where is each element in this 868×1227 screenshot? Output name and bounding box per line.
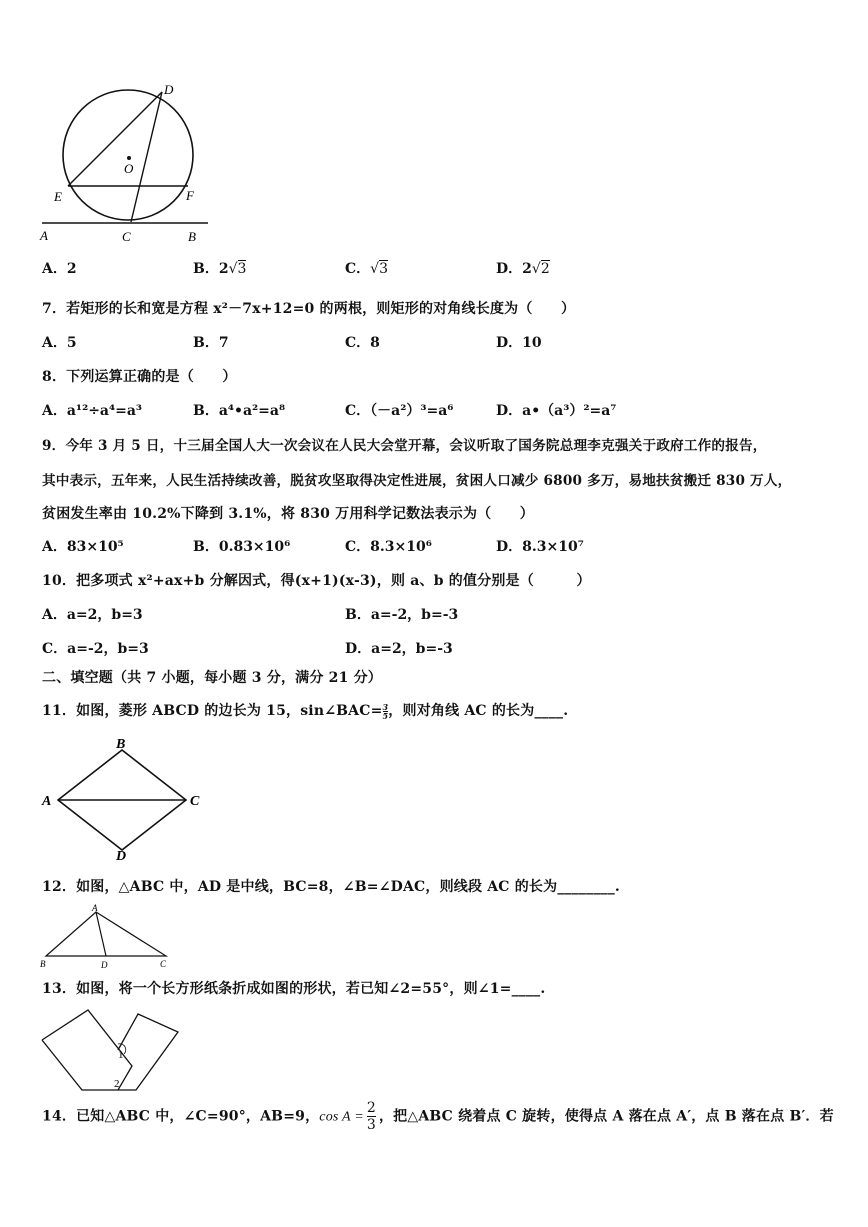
label-a: A — [42, 794, 52, 809]
label-d: D — [116, 849, 127, 864]
label-f: F — [186, 188, 194, 203]
angle-1-label: 1 — [118, 1049, 124, 1061]
fraction: $\frac{3}{5}$ — [382, 701, 389, 721]
chord-dc — [131, 92, 162, 222]
label-o: O — [124, 161, 134, 176]
center-point — [127, 156, 131, 160]
q9-line-2: 其中表示，五年来，人民生活持续改善，脱贫攻坚取得决定性进展，贫困人口减少 6800 多万，易地扶贫搬迁 830 万人， — [42, 473, 792, 489]
label-c: C — [160, 959, 167, 969]
median-ad — [96, 912, 106, 956]
q10-stem: 10．把多项式 x²+ax+b 分解因式，得(x+1)(x-3)，则 a、b 的值分别是（ ） — [42, 573, 591, 589]
q8-option-a: A．a¹²÷a⁴=a³ — [42, 403, 143, 419]
q10-option-a: A．a=2，b=3 — [42, 607, 143, 623]
label-c: C — [122, 229, 131, 244]
label-b: B — [40, 959, 46, 969]
q7-option-b: B．7 — [193, 335, 229, 351]
q11-figure — [38, 736, 208, 864]
label-b: B — [116, 737, 126, 752]
label-d: D — [101, 960, 108, 970]
label-e: E — [54, 189, 62, 204]
q9-option-b: B．0.83×10⁶ — [193, 539, 291, 555]
q6-figure — [36, 78, 216, 248]
label-a: A — [92, 903, 98, 913]
q9-line-1: 9．今年 3 月 5 日，十三届全国人大一次会议在人民大会堂开幕，会议听取了国务院总理李克强关于政府工作的报告， — [42, 438, 767, 454]
q12-stem: 12．如图，△ABC 中，AD 是中线，BC=8，∠B=∠DAC，则线段 AC 的长为________. — [42, 879, 621, 895]
q10-option-b: B．a=-2，b=-3 — [345, 607, 459, 623]
q8-option-c: C．（－a²）³=a⁶ — [345, 403, 454, 419]
q8-option-b: B．a⁴•a²=a⁸ — [193, 403, 286, 419]
q13-stem: 13．如图，将一个长方形纸条折成如图的形状，若已知∠2=55°，则∠1=____. — [42, 981, 546, 997]
label-d: D — [164, 82, 174, 97]
circle-o — [63, 90, 193, 220]
q8-option-d: D．a•（a³）²=a⁷ — [496, 403, 617, 419]
label-a: A — [40, 228, 48, 243]
q10-option-d: D．a=2，b=-3 — [345, 641, 453, 657]
sqrt-icon: √ — [531, 261, 541, 277]
section-title: 二、填空题（共 7 小题，每小题 3 分，满分 21 分） — [42, 670, 383, 686]
q7-option-d: D．10 — [496, 335, 542, 351]
q6-option-d: D．2√2 — [496, 261, 550, 277]
angle-2-label: 2 — [114, 1078, 120, 1090]
cos-text: cos A = — [319, 1109, 364, 1125]
sqrt-icon: √ — [228, 261, 238, 277]
q8-stem: 8．下列运算正确的是（ ） — [42, 369, 237, 385]
fraction: $\frac{2}{3}$ — [366, 1100, 376, 1133]
label-c: C — [190, 794, 200, 809]
chord-ed — [68, 92, 162, 186]
q13-figure — [38, 1004, 188, 1096]
q7-option-c: C．8 — [345, 335, 380, 351]
sqrt-icon: √ — [370, 261, 380, 277]
q9-option-a: A．83×10⁵ — [42, 539, 124, 555]
q7-stem: 7．若矩形的长和宽是方程 x²－7x+12=0 的两根，则矩形的对角线长度为（ ） — [42, 301, 576, 317]
q6-option-c: C．√3 — [345, 261, 388, 277]
q9-line-3: 贫困发生率由 10.2%下降到 3.1%，将 830 万用科学记数法表示为（ ） — [42, 506, 534, 522]
q10-option-c: C．a=-2，b=3 — [42, 641, 149, 657]
q6-option-b: B．2√3 — [193, 261, 247, 277]
label-b: B — [188, 229, 196, 244]
triangle-abc — [46, 912, 166, 956]
q12-figure — [38, 902, 178, 974]
q9-option-c: C．8.3×10⁶ — [345, 539, 432, 555]
q11-stem: 11．如图，菱形 ABCD 的边长为 15，sin∠BAC= $\frac{3}{5}$ ，则对角线 AC 的长为____. — [42, 701, 569, 721]
right-strip — [118, 1014, 178, 1090]
q14-stem: 14．已知△ABC 中，∠C=90°，AB=9，cos A = $\frac{2}{3}$ ，把△ABC 绕着点 C 旋转，使得点 A 落在点 A′，点 B 落在点 B′．若 — [42, 1100, 834, 1133]
q7-option-a: A．5 — [42, 335, 77, 351]
q6-option-a: A．2 — [42, 261, 77, 277]
q9-option-d: D．8.3×10⁷ — [496, 539, 584, 555]
